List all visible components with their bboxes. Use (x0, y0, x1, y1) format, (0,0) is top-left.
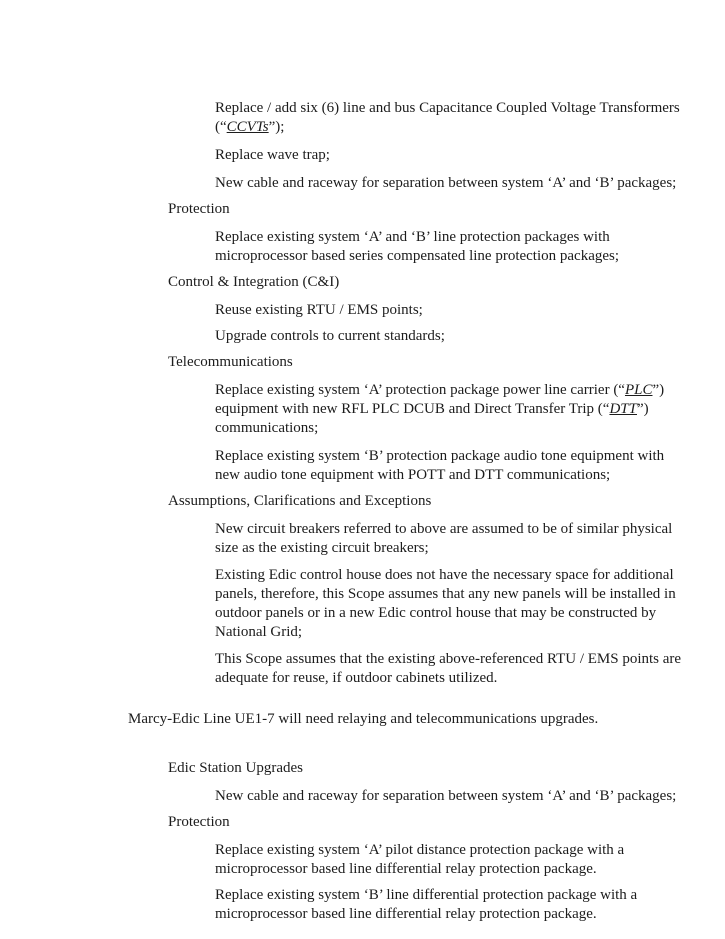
section-heading: Control & Integration (C&I) (168, 274, 340, 290)
text-line: National Grid; (215, 624, 303, 640)
text-line: Replace existing system ‘A’ pilot distance protection package with a (215, 842, 625, 858)
text-line: Existing Edic control house does not have the necessary space for additional (215, 567, 674, 583)
text-line: microprocessor based line differential relay protection package. (215, 861, 597, 877)
section-heading: Edic Station Upgrades (168, 760, 303, 776)
text-line: Replace existing system ‘A’ protection package power line carrier (“PLC”) (215, 382, 665, 398)
defined-term: DTT (609, 401, 637, 417)
text-line: Replace / add six (6) line and bus Capacitance Coupled Voltage Transformers (215, 100, 680, 116)
text-line: panels, therefore, this Scope assumes that any new panels will be installed in (215, 586, 676, 602)
text-line: new audio tone equipment with POTT and DTT communications; (215, 467, 611, 483)
text-line: This Scope assumes that the existing above-referenced RTU / EMS points are (215, 651, 682, 667)
text-line: Replace existing system ‘A’ and ‘B’ line protection packages with (215, 229, 610, 245)
text-line: size as the existing circuit breakers; (215, 540, 429, 556)
text-line: microprocessor based series compensated line protection packages; (215, 248, 620, 264)
text-line: Replace existing system ‘B’ line differential protection package with a (215, 887, 638, 903)
section-heading: Telecommunications (168, 354, 293, 370)
text-line: New cable and raceway for separation between system ‘A’ and ‘B’ packages; (215, 788, 677, 804)
text-line: equipment with new RFL PLC DCUB and Direct Transfer Trip (“DTT”) (215, 401, 649, 417)
section-heading: Protection (168, 201, 230, 217)
section-heading: Protection (168, 814, 230, 830)
text-line: communications; (215, 420, 319, 436)
text-line: New circuit breakers referred to above are assumed to be of similar physical (215, 521, 673, 537)
text-line: microprocessor based line differential relay protection package. (215, 906, 597, 922)
paragraph: Marcy-Edic Line UE1-7 will need relaying and telecommunications upgrades. (128, 711, 599, 727)
text-line: Reuse existing RTU / EMS points; (215, 302, 423, 318)
defined-term: PLC (624, 382, 653, 398)
defined-term: CCVTs (226, 119, 269, 135)
text-line: outdoor panels or in a new Edic control house that may be constructed by (215, 605, 657, 621)
text-line: New cable and raceway for separation between system ‘A’ and ‘B’ packages; (215, 175, 677, 191)
section-heading: Assumptions, Clarifications and Exceptions (168, 493, 432, 509)
text-line: adequate for reuse, if outdoor cabinets utilized. (215, 670, 498, 686)
text-line: Replace existing system ‘B’ protection package audio tone equipment with (215, 448, 665, 464)
text-line: Upgrade controls to current standards; (215, 328, 445, 344)
text-line: (“CCVTs”); (215, 119, 285, 135)
text-line: Replace wave trap; (215, 147, 330, 163)
